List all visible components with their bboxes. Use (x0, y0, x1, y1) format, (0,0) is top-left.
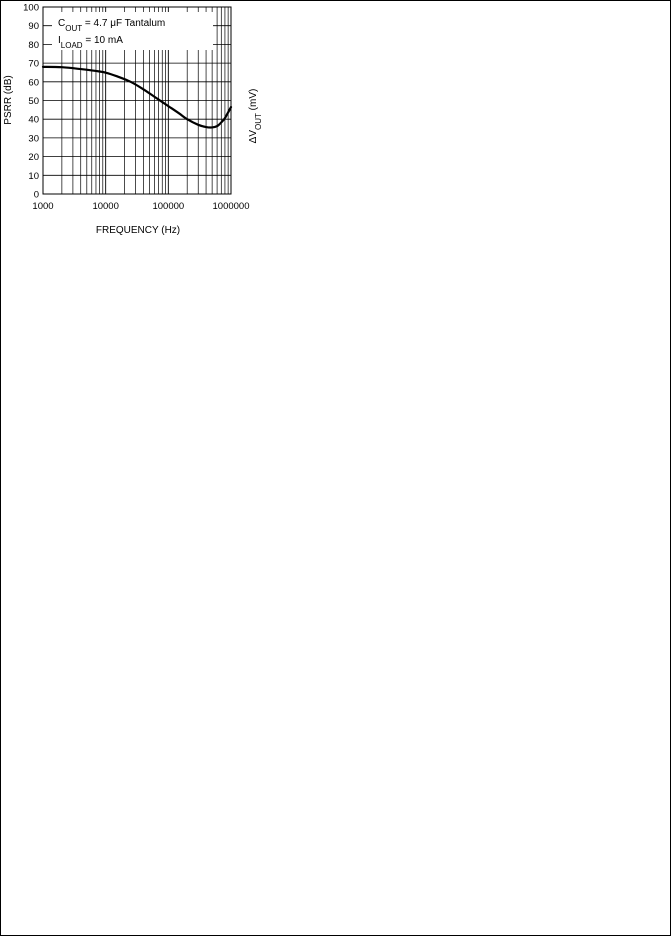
annotation-subscript: LOAD (60, 40, 83, 50)
x-tick-labels (32, 201, 249, 212)
y-tick-label: 0 (33, 189, 39, 201)
annotation-symbol: I (58, 35, 61, 46)
psrr-chart (0, 0, 671, 260)
series-line (43, 67, 231, 128)
y-tick-labels (23, 3, 39, 201)
y-tick-label: 60 (28, 77, 39, 89)
y-tick-label: 100 (23, 2, 39, 14)
right-axis-label (248, 89, 263, 144)
right-axis-label-prefix: ΔV (248, 129, 259, 144)
y-tick-label: 40 (28, 114, 39, 126)
y-axis-label: PSRR (dB) (3, 75, 14, 125)
y-tick-label: 80 (28, 39, 39, 51)
y-tick-label: 20 (28, 152, 39, 164)
y-tick-label: 70 (28, 58, 39, 70)
x-tick-label: 10000 (92, 201, 119, 212)
annotation-subscript: OUT (65, 23, 83, 33)
annotation-text: = 10 mA (82, 35, 123, 46)
x-tick-label: 1000000 (212, 201, 250, 212)
right-axis-label-suffix: (mV) (248, 88, 259, 114)
y-tick-label: 30 (28, 133, 39, 145)
x-tick-label: 1000 (32, 201, 54, 212)
x-tick-label: 100000 (152, 201, 185, 212)
y-tick-label: 50 (28, 96, 39, 107)
y-tick-label: 90 (28, 21, 39, 33)
right-axis-label-subscript: OUT (253, 113, 263, 130)
annotation-symbol: C (58, 18, 66, 29)
y-tick-label: 10 (28, 170, 39, 182)
x-axis-label: FREQUENCY (Hz) (95, 225, 181, 236)
annotation-text: = 4.7 μF Tantalum (82, 18, 166, 29)
